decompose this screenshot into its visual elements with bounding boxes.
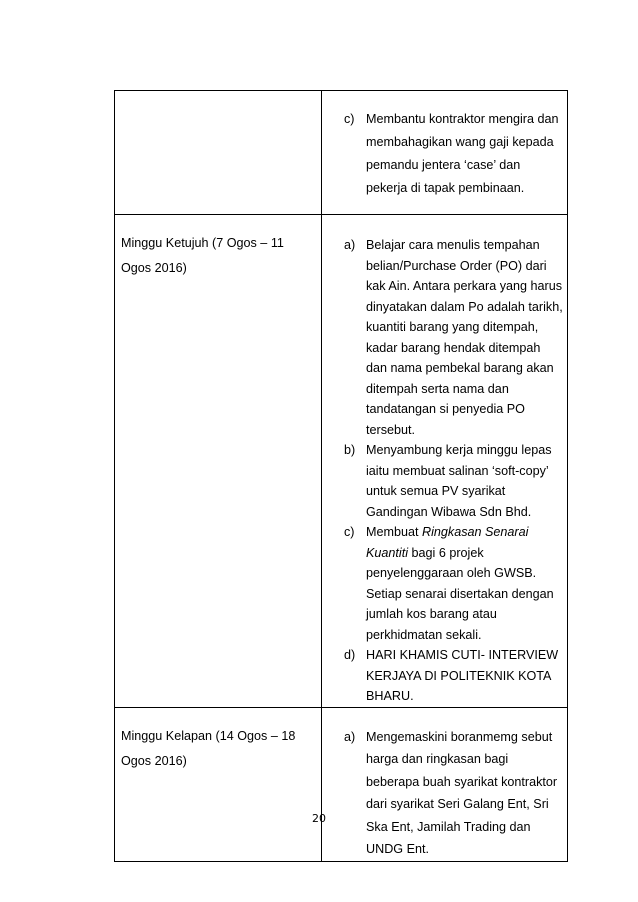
task-list [322, 215, 567, 707]
task-text: Belajar cara menulis tempahan belian/Purchase Order (PO) dari kak Ain. Antara perkara yang harus dinyatakan dalam Po adalah tarikh, kuantiti barang yang ditempah, kadar barang hendak ditempah dan nama pembekal barang akan ditempah serta nama dan tandatangan si penyedia PO tersebut. [366, 238, 563, 437]
list-marker: a) [344, 238, 356, 252]
tasks-cell [322, 215, 568, 708]
week-cell [115, 707, 322, 861]
weekly-log-table [114, 90, 568, 862]
table-row [115, 91, 568, 215]
week-label: Minggu Ketujuh (7 Ogos – 11 Ogos 2016) [121, 236, 284, 275]
task-text-prefix: Membuat [366, 525, 422, 539]
table-row [115, 707, 568, 861]
task-text-emphasis: Ringkasan Senarai Kuantiti [366, 525, 529, 560]
list-marker: c) [344, 112, 355, 126]
task-text: Menyambung kerja minggu lepas iaitu membuat salinan ‘soft-copy’ untuk semua PV syarikat Gandingan Wibawa Sdn Bhd. [366, 443, 552, 519]
week-label: Minggu Kelapan (14 Ogos – 18 Ogos 2016) [121, 728, 296, 768]
task-text: Membantu kontraktor mengira dan membahagikan wang gaji kepada pemandu jentera ‘case’ dan pekerja di tapak pembinaan. [366, 112, 559, 195]
list-item [322, 440, 563, 522]
list-item [322, 522, 563, 645]
list-item [322, 726, 563, 861]
task-text: HARI KHAMIS CUTI- INTERVIEW KERJAYA DI POLITEKNIK KOTA BHARU. [366, 648, 559, 703]
list-item [322, 235, 563, 440]
tasks-cell [322, 91, 568, 215]
list-marker: a) [344, 729, 356, 744]
list-marker: d) [344, 648, 356, 662]
task-list [322, 708, 567, 861]
task-list [322, 91, 567, 200]
week-cell [115, 215, 322, 708]
page-number: 20 [312, 812, 326, 825]
task-text: Mengemaskini boranmemg sebut harga dan ringkasan bagi beberapa buah syarikat kontraktor dari syarikat Seri Galang Ent, Sri Ska Ent, Jamilah Trading dan UNDG Ent. [366, 729, 558, 856]
list-item [322, 108, 563, 200]
task-text-suffix: bagi 6 projek penyelenggaraan oleh GWSB. Setiap senarai disertakan dengan jumlah kos barang atau perkhidmatan sekali. [366, 545, 554, 642]
week-cell [115, 91, 322, 215]
tasks-cell [322, 707, 568, 861]
table-row [115, 215, 568, 708]
list-item [322, 645, 563, 707]
list-marker: c) [344, 525, 355, 539]
list-marker: b) [344, 443, 356, 457]
